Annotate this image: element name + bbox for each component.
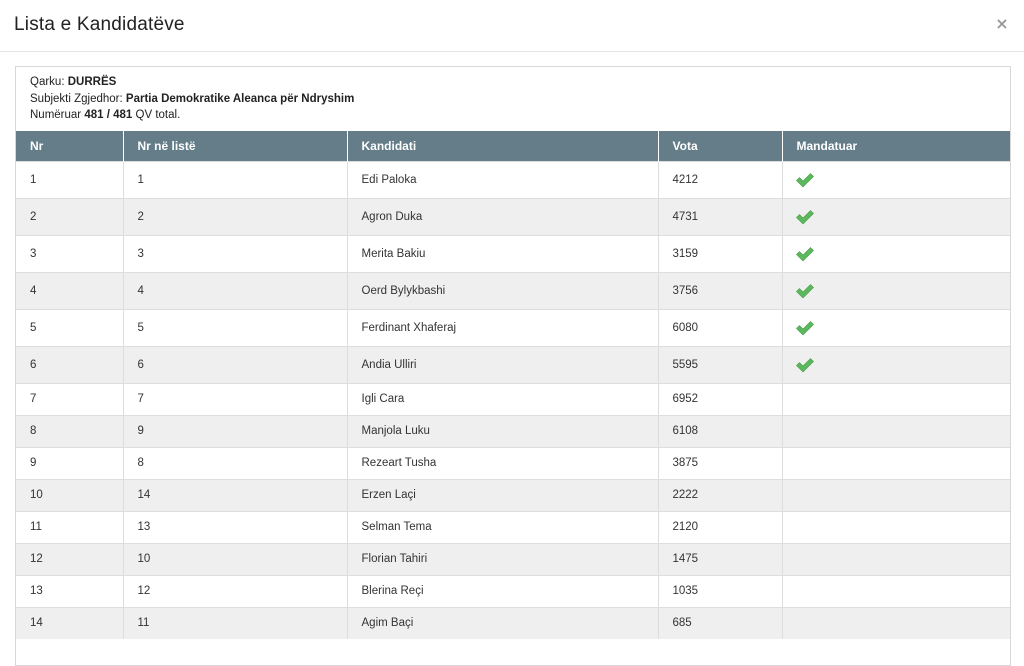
cell-candidate: Igli Cara [347,383,658,415]
cell-mandated [782,479,1011,511]
check-icon [795,320,815,336]
table-row [16,607,1011,639]
cell-nr: 4 [16,272,123,309]
cell-nr: 5 [16,309,123,346]
cell-list-nr: 2 [123,198,347,235]
table-row [16,383,1011,415]
cell-list-nr: 10 [123,543,347,575]
table-header-row [16,131,1011,161]
cell-mandated [782,575,1011,607]
cell-nr: 12 [16,543,123,575]
cell-candidate: Blerina Reçi [347,575,658,607]
counted-suffix: QV total. [135,109,181,121]
cell-nr: 3 [16,235,123,272]
subject-line [30,91,1010,108]
results-panel [15,66,1011,666]
cell-list-nr: 4 [123,272,347,309]
check-icon [795,246,815,262]
cell-list-nr: 7 [123,383,347,415]
cell-list-nr: 8 [123,447,347,479]
cell-nr: 1 [16,161,123,198]
cell-list-nr: 6 [123,346,347,383]
cell-nr: 10 [16,479,123,511]
cell-votes: 2222 [658,479,782,511]
cell-list-nr: 13 [123,511,347,543]
cell-mandated [782,161,1011,198]
cell-mandated [782,415,1011,447]
cell-candidate: Ferdinant Xhaferaj [347,309,658,346]
cell-votes: 3159 [658,235,782,272]
cell-mandated [782,447,1011,479]
cell-candidate: Florian Tahiri [347,543,658,575]
cell-candidate: Rezeart Tusha [347,447,658,479]
header-candidate[interactable]: Kandidati [347,131,658,161]
table-row [16,346,1011,383]
cell-votes: 5595 [658,346,782,383]
cell-list-nr: 9 [123,415,347,447]
table-row [16,272,1011,309]
district-label: Qarku: [30,76,65,88]
cell-candidate: Manjola Luku [347,415,658,447]
cell-candidate: Erzen Laçi [347,479,658,511]
subject-label: Subjekti Zgjedhor: [30,92,123,105]
check-icon [795,172,815,188]
modal-header [0,0,1024,52]
cell-list-nr: 12 [123,575,347,607]
table-row [16,447,1011,479]
candidates-table [16,131,1011,639]
modal-title: Lista e Kandidatëve [14,14,185,35]
counted-value: 481 / 481 [84,109,133,121]
header-nr[interactable]: Nr [16,131,123,161]
cell-list-nr: 1 [123,161,347,198]
cell-candidate: Agim Baçi [347,607,658,639]
table-row [16,511,1011,543]
cell-nr: 13 [16,575,123,607]
cell-mandated [782,511,1011,543]
header-list-nr[interactable]: Nr në listë [123,131,347,161]
cell-candidate: Oerd Bylykbashi [347,272,658,309]
cell-mandated [782,543,1011,575]
cell-votes: 3875 [658,447,782,479]
cell-mandated [782,383,1011,415]
info-block [16,67,1010,124]
table-row [16,198,1011,235]
cell-votes: 685 [658,607,782,639]
cell-candidate: Edi Paloka [347,161,658,198]
cell-list-nr: 5 [123,309,347,346]
counted-line [30,107,1010,124]
cell-candidate: Agron Duka [347,198,658,235]
table-row [16,309,1011,346]
cell-nr: 11 [16,511,123,543]
cell-list-nr: 11 [123,607,347,639]
cell-votes: 6952 [658,383,782,415]
counted-label: Numëruar [30,109,82,121]
cell-votes: 1035 [658,575,782,607]
cell-nr: 6 [16,346,123,383]
cell-votes: 6108 [658,415,782,447]
cell-nr: 8 [16,415,123,447]
close-button[interactable]: × [992,14,1012,34]
cell-votes: 1475 [658,543,782,575]
check-icon [795,209,815,225]
cell-votes: 4731 [658,198,782,235]
cell-candidate: Merita Bakiu [347,235,658,272]
cell-votes: 4212 [658,161,782,198]
table-row [16,575,1011,607]
cell-list-nr: 14 [123,479,347,511]
cell-nr: 7 [16,383,123,415]
cell-mandated [782,235,1011,272]
subject-value: Partia Demokratike Aleanca për Ndryshim [125,92,355,105]
cell-mandated [782,309,1011,346]
cell-mandated [782,346,1011,383]
cell-votes: 6080 [658,309,782,346]
table-row [16,543,1011,575]
district-value: DURRËS [67,76,117,88]
check-icon [795,357,815,373]
cell-mandated [782,272,1011,309]
cell-nr: 2 [16,198,123,235]
district-line [30,74,1010,91]
cell-nr: 14 [16,607,123,639]
header-votes[interactable]: Vota [658,131,782,161]
table-row [16,479,1011,511]
cell-candidate: Selman Tema [347,511,658,543]
cell-nr: 9 [16,447,123,479]
check-icon [795,283,815,299]
cell-votes: 3756 [658,272,782,309]
cell-candidate: Andia Ulliri [347,346,658,383]
cell-mandated [782,607,1011,639]
header-mandated[interactable]: Mandatuar [782,131,1011,161]
cell-list-nr: 3 [123,235,347,272]
table-row [16,235,1011,272]
cell-mandated [782,198,1011,235]
table-row [16,415,1011,447]
table-row [16,161,1011,198]
cell-votes: 2120 [658,511,782,543]
